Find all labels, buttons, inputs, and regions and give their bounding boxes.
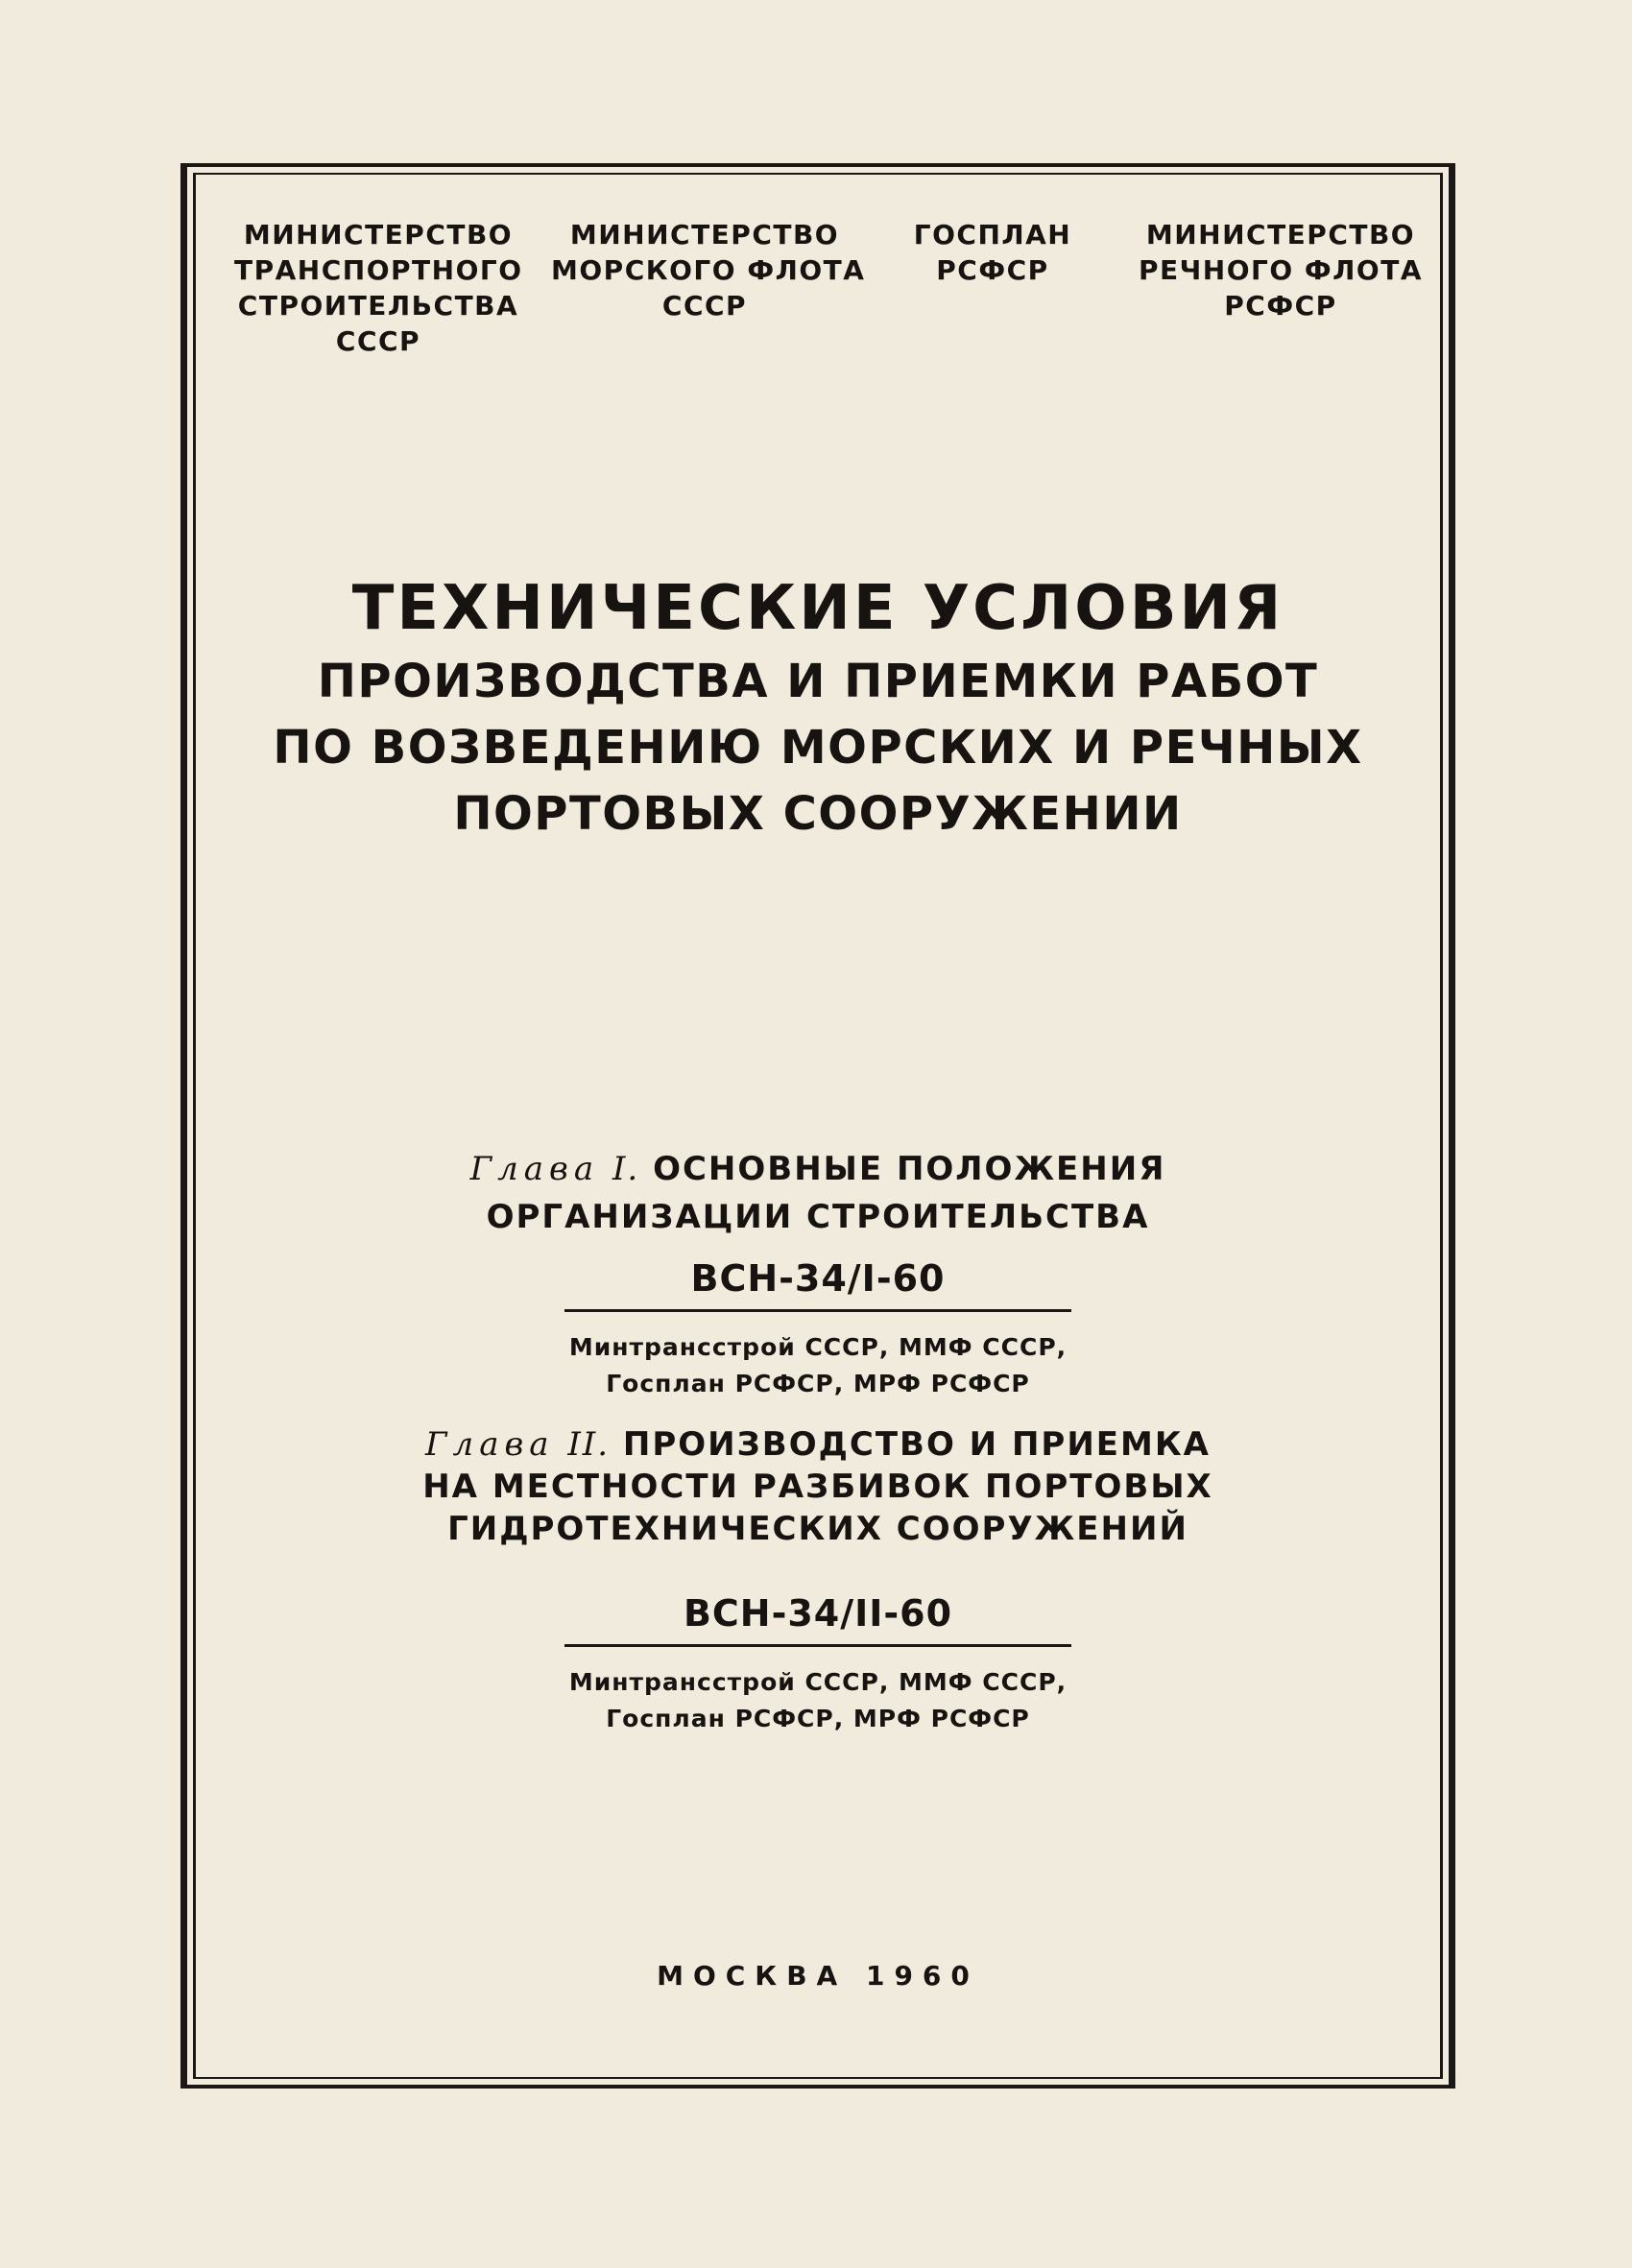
- agency-line: МИНИСТЕРСТВО: [569, 219, 840, 251]
- agency-line: МИНИСТЕРСТВО: [1145, 219, 1416, 251]
- issuer-line: Минтрансстрой СССР, ММФ СССР,: [568, 1668, 1068, 1696]
- chapter-number: I.: [612, 1150, 640, 1188]
- imprint-place-year: МОСКВА 1960: [657, 1960, 979, 1992]
- issuer-line: Минтрансстрой СССР, ММФ СССР,: [568, 1333, 1068, 1361]
- title-sub-line: ПО ВОЗВЕДЕНИЮ МОРСКИХ И РЕЧНЫХ: [273, 721, 1363, 775]
- chapter-heading-line: ОСНОВНЫЕ ПОЛОЖЕНИЯ: [653, 1150, 1166, 1188]
- agency-line: МОРСКОГО ФЛОТА: [551, 254, 866, 286]
- issuing-agencies: [196, 217, 1440, 390]
- code-underline: [564, 1644, 1071, 1647]
- agency-gosplan: [906, 217, 1079, 288]
- agency-line: СТРОИТЕЛЬСТВА: [237, 290, 519, 322]
- chapter-heading-line: ОРГАНИЗАЦИИ СТРОИТЕЛЬСТВА: [486, 1198, 1150, 1236]
- chapter-word: Глава: [425, 1425, 555, 1464]
- chapter-word: Глава: [469, 1150, 600, 1188]
- chapter-heading-line: НА МЕСТНОСТИ РАЗБИВОК ПОРТОВЫХ: [422, 1468, 1213, 1506]
- agency-line: СССР: [335, 325, 421, 357]
- agency-river-fleet: [1137, 217, 1425, 323]
- title-main: ТЕХНИЧЕСКИЕ УСЛОВИЯ: [351, 573, 1284, 644]
- issuer-line: Госплан РСФСР, МРФ РСФСР: [606, 1370, 1030, 1397]
- agency-transport-construction: [234, 217, 522, 359]
- agency-line: СССР: [661, 290, 748, 322]
- agency-line: ТРАНСПОРТНОГО: [234, 254, 523, 286]
- agency-line: МИНИСТЕРСТВО: [243, 219, 514, 251]
- standard-code: ВСН-34/II-60: [683, 1592, 953, 1635]
- chapter-heading-line: ГИДРОТЕХНИЧЕСКИХ СООРУЖЕНИЙ: [447, 1510, 1188, 1548]
- chapter-heading: [196, 1423, 1440, 1466]
- chapter-number: II.: [567, 1425, 611, 1464]
- chapter-heading-line: ПРОИЗВОДСТВО И ПРИЕМКА: [622, 1425, 1211, 1464]
- agency-line: РЕЧНОГО ФЛОТА: [1139, 254, 1423, 286]
- agency-line: РСФСР: [936, 254, 1049, 286]
- agency-marine-fleet: [551, 217, 866, 323]
- chapter-1: [196, 664, 1440, 1737]
- chapter-heading: [196, 1148, 1440, 1190]
- agency-line: РСФСР: [1224, 290, 1337, 322]
- standard-code: ВСН-34/I-60: [690, 1257, 946, 1300]
- title-page: [196, 175, 1440, 2077]
- agency-line: ГОСПЛАН: [913, 219, 1072, 251]
- title-sub-line: ПОРТОВЫХ СООРУЖЕНИИ: [453, 787, 1183, 841]
- title-sub-line: ПРОИЗВОДСТВА И ПРИЕМКИ РАБОТ: [317, 655, 1319, 708]
- code-underline: [564, 1309, 1071, 1312]
- issuer-line: Госплан РСФСР, МРФ РСФСР: [606, 1705, 1030, 1732]
